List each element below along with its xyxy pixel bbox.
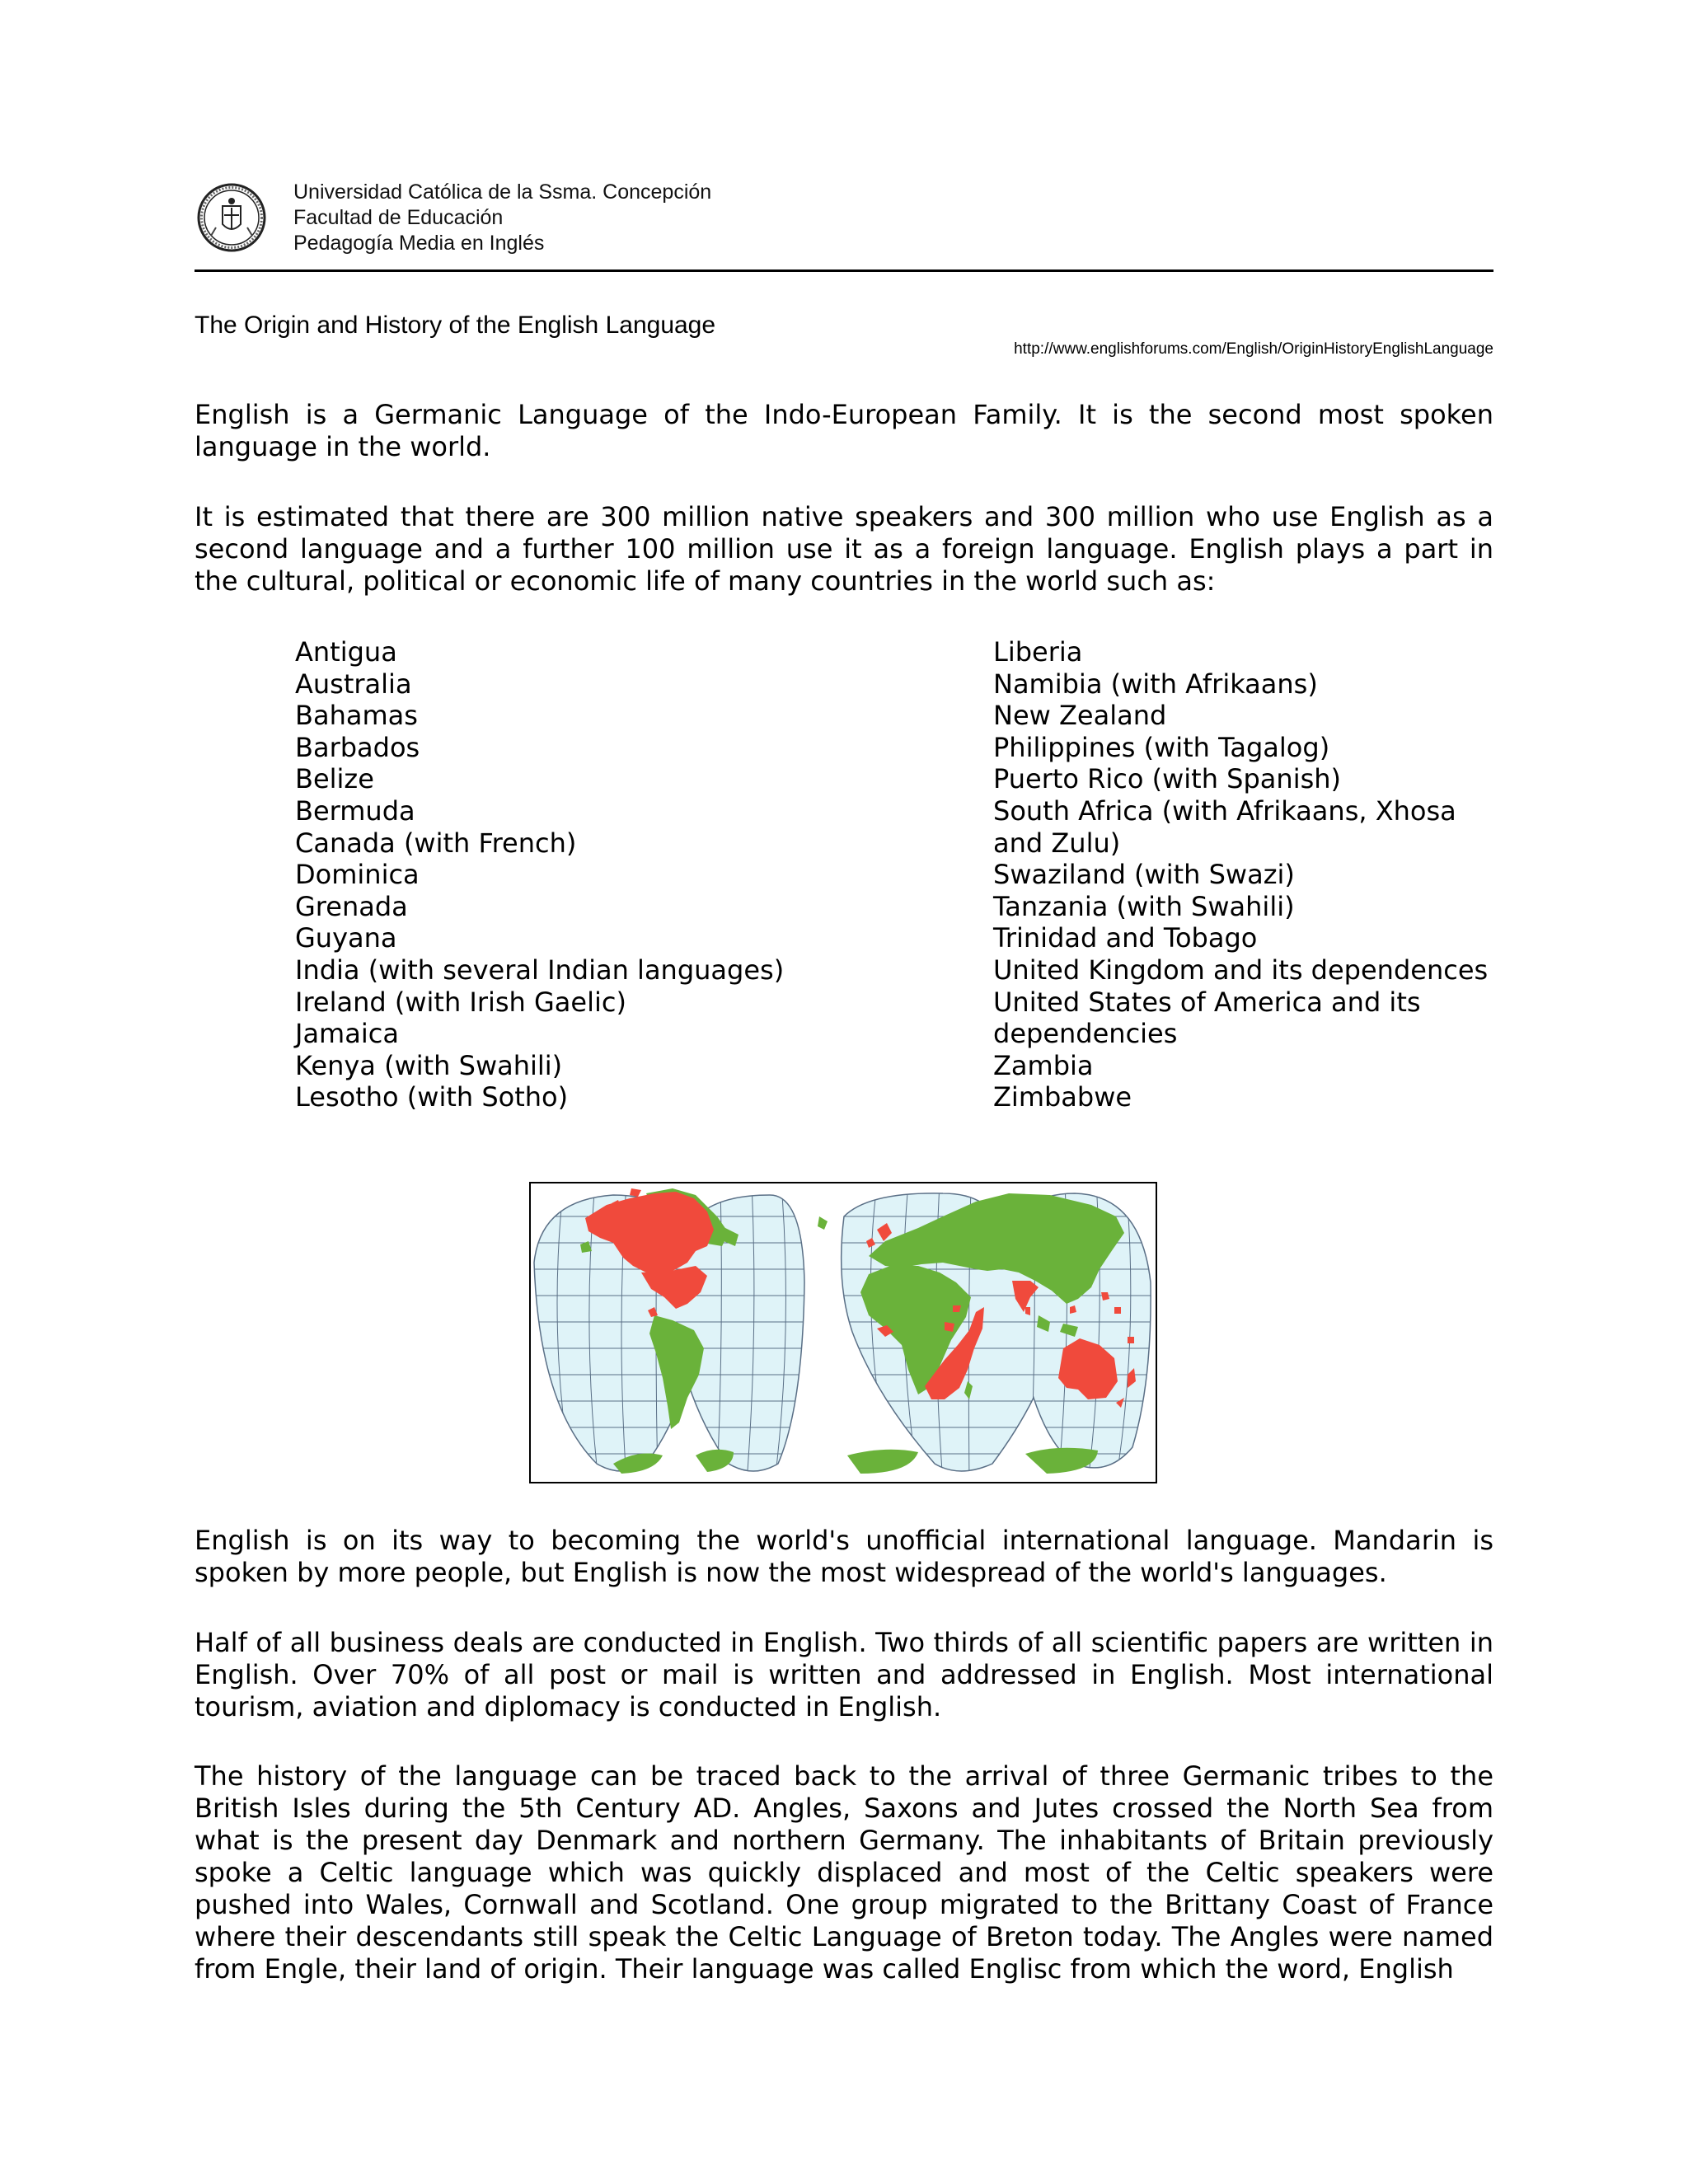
list-item: Philippines (with Tagalog) bbox=[993, 731, 1330, 763]
list-item: Bahamas bbox=[295, 700, 418, 732]
list-item: United Kingdom and its dependences bbox=[993, 954, 1489, 986]
page-header bbox=[195, 176, 1493, 272]
paragraph-business: Half of all business deals are conducted in English. Two thirds of all scientific papers are written in English. Over 70% of all post or mail is written and addressed in English. Most international tourism, aviation and diplomacy is conducted in English. bbox=[195, 1627, 1493, 1722]
list-item: Zimbabwe bbox=[993, 1081, 1132, 1113]
list-item: Namibia (with Afrikaans) bbox=[993, 668, 1318, 700]
list-item: Belize bbox=[295, 763, 374, 795]
paragraph-international: English is on its way to becoming the world's unofficial international language. Mandarin is spoken by more people, but English is now the most widespread of the world's languages. bbox=[195, 1525, 1493, 1588]
university-seal-icon bbox=[195, 176, 269, 259]
list-item: Barbados bbox=[295, 731, 420, 763]
source-url: http://www.englishforums.com/English/OriginHistoryEnglishLanguage bbox=[1014, 340, 1493, 358]
faculty-name: Facultad de Educación bbox=[293, 206, 504, 229]
list-item: New Zealand bbox=[993, 700, 1167, 732]
institution-name: Universidad Católica de la Ssma. Concepción bbox=[293, 180, 712, 204]
list-item: Dominica bbox=[295, 859, 420, 891]
world-map bbox=[529, 1182, 1157, 1483]
institution-block bbox=[293, 180, 711, 256]
list-item: India (with several Indian languages) bbox=[295, 954, 785, 986]
paragraph-intro: English is a Germanic Language of the Indo-European Family. It is the second most spoken language in the world. bbox=[195, 399, 1493, 462]
world-map-graphic bbox=[531, 1183, 1156, 1482]
list-item: Bermuda bbox=[295, 794, 415, 827]
list-item: Liberia bbox=[993, 636, 1083, 668]
document-title: The Origin and History of the English Language bbox=[195, 312, 716, 339]
list-item: United States of America and its dependencies bbox=[993, 986, 1421, 1050]
list-item: Canada (with French) bbox=[295, 827, 577, 859]
list-item: Jamaica bbox=[295, 1018, 399, 1050]
list-item: Swaziland (with Swazi) bbox=[993, 859, 1295, 891]
country-list-right bbox=[993, 636, 1504, 1113]
country-list-left bbox=[295, 636, 839, 1113]
list-item: Australia bbox=[295, 668, 412, 700]
paragraph-history: The history of the language can be traced back to the arrival of three Germanic tribes to the British Isles during the 5th Century AD. Angles, Saxons and Jutes crossed the North Sea from what is the present day Denmark and northern Germany. The inhabitants of Britain previously spoke a Celtic language which was quickly displaced and most of the Celtic speakers were pushed into Wales, Cornwall and Scotland. One group migrated to the Brittany Coast of France where their descendants still speak the Celtic Language of Breton today. The Angles were named from Engle, their land of origin. Their language was called Englisc from which the word, English bbox=[195, 1760, 1493, 1985]
list-item: Zambia bbox=[993, 1049, 1094, 1081]
list-item: Trinidad and Tobago bbox=[993, 922, 1258, 954]
list-item: Puerto Rico (with Spanish) bbox=[993, 763, 1342, 795]
list-item: Guyana bbox=[295, 922, 397, 954]
list-item: Ireland (with Irish Gaelic) bbox=[295, 986, 626, 1018]
header-divider bbox=[195, 269, 1493, 272]
list-item: Kenya (with Swahili) bbox=[295, 1049, 563, 1081]
list-item: Tanzania (with Swahili) bbox=[993, 890, 1295, 922]
list-item: Lesotho (with Sotho) bbox=[295, 1081, 569, 1113]
list-item: Grenada bbox=[295, 890, 408, 922]
paragraph-speakers: It is estimated that there are 300 million native speakers and 300 million who use English as a second language and a further 100 million use it as a foreign language. English plays a part in the cultural, political or economic life of many countries in the world such as: bbox=[195, 501, 1493, 597]
list-item: South Africa (with Afrikaans, Xhosa and Zulu) bbox=[993, 794, 1456, 859]
list-item: Antigua bbox=[295, 636, 397, 668]
program-name: Pedagogía Media en Inglés bbox=[293, 232, 545, 255]
